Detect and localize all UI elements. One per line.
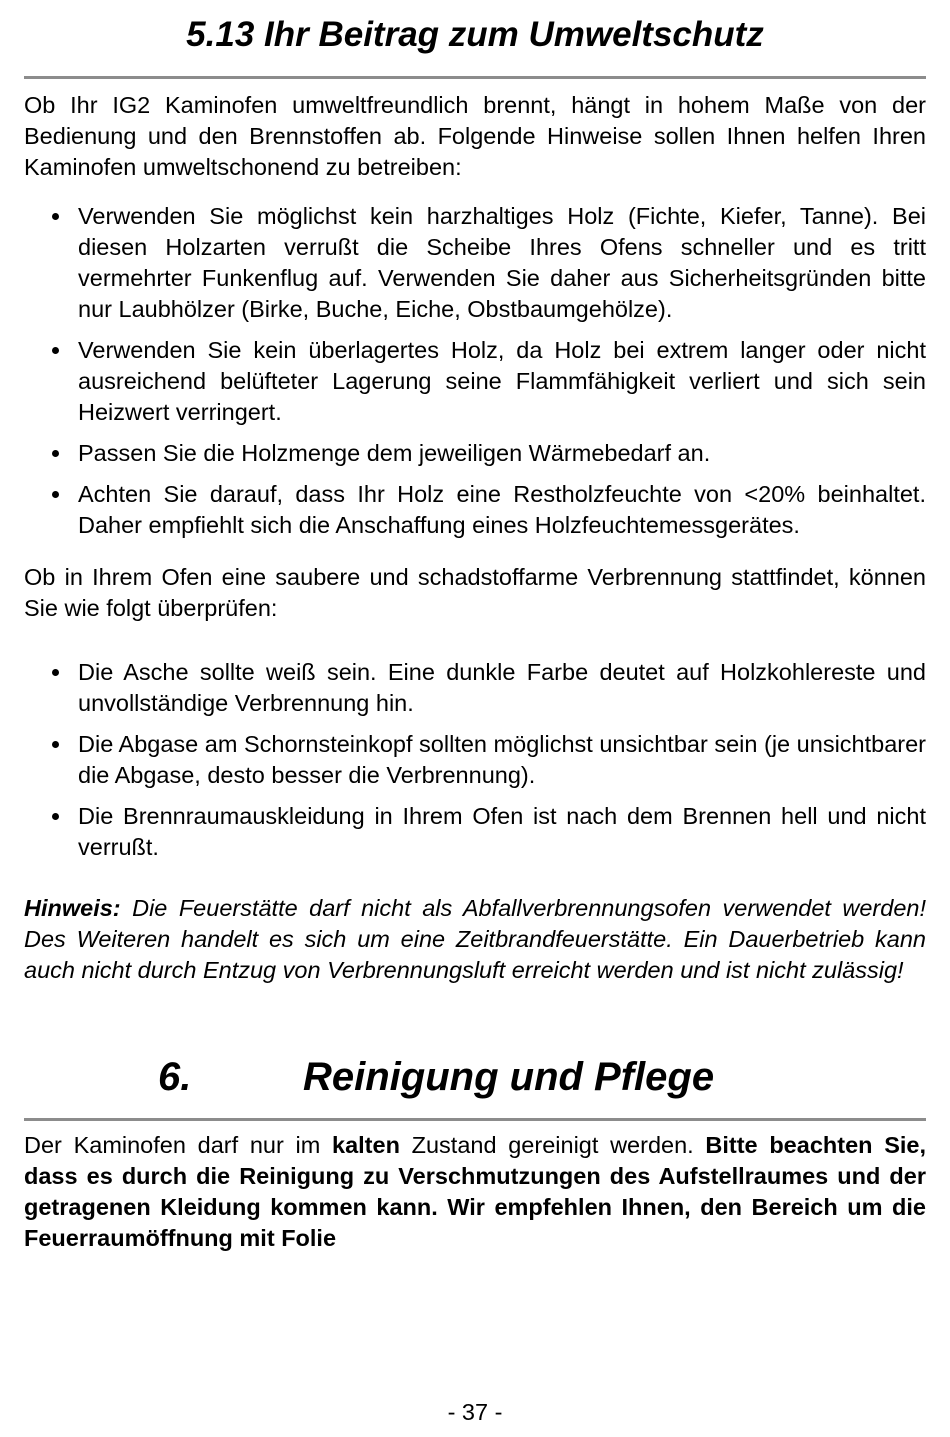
list-item	[24, 438, 926, 469]
title-rule	[24, 1118, 926, 1121]
bullet-icon	[52, 450, 59, 457]
section-title-5-13: 5.13 Ihr Beitrag zum Umweltschutz	[186, 15, 764, 54]
section-title-6	[24, 1052, 926, 1102]
combustion-check-list	[24, 657, 926, 863]
list-item	[24, 801, 926, 863]
list-item	[24, 335, 926, 428]
text-run: Der Kaminofen darf nur im	[24, 1132, 332, 1158]
note-paragraph	[24, 893, 926, 986]
list-item-text: Verwenden Sie möglichst kein harzhaltiges Holz (Fichte, Kiefer, Tanne). Bei diesen Holzarten verrußt die Scheibe Ihres Ofens schneller und es tritt vermehrter Funkenflug auf. Verwenden Sie daher aus Sicherheitsgründen bitte nur Laubhölzer (Birke, Buche, Eiche, Obstbaumgehölze).	[78, 203, 926, 322]
list-item	[24, 729, 926, 791]
section-number: 6.	[158, 1055, 192, 1099]
combustion-check-intro: Ob in Ihrem Ofen eine saubere und schadstoffarme Verbrennung stattfindet, können Sie wie folgt überprüfen:	[24, 564, 926, 621]
text-run: Zustand gereinigt werden.	[399, 1132, 706, 1158]
list-item-text: Die Asche sollte weiß sein. Eine dunkle Farbe deutet auf Holzkohlereste und unvollständige Verbrennung hin.	[78, 659, 926, 716]
list-item	[24, 201, 926, 325]
bullet-icon	[52, 213, 59, 220]
cleaning-paragraph	[24, 1130, 926, 1254]
section-title-text: Reinigung und Pflege	[303, 1055, 715, 1099]
list-item	[24, 479, 926, 541]
bullet-icon	[52, 669, 59, 676]
page-number: - 37 -	[447, 1399, 503, 1425]
list-item-text: Achten Sie darauf, dass Ihr Holz eine Restholzfeuchte von <20% beinhaltet. Daher empfiehlt sich die Anschaffung eines Holzfeuchtemessgerätes.	[78, 481, 926, 538]
bullet-icon	[52, 741, 59, 748]
list-item-text: Die Brennraumauskleidung in Ihrem Ofen ist nach dem Brennen hell und nicht verrußt.	[78, 803, 926, 860]
bullet-icon	[52, 347, 59, 354]
bold-text: Bitte beachten Sie, dass es durch die Reinigung zu Verschmutzungen des Aufstellraumes und der getragenen Kleidung kommen kann. Wir empfehlen Ihnen, den Bereich um die Feuerraumöffnung mit Folie	[24, 1132, 927, 1251]
manual-page	[24, 0, 926, 1254]
title-rule	[24, 76, 926, 79]
bold-text: kalten	[332, 1132, 400, 1158]
note-text: Die Feuerstätte darf nicht als Abfallverbrennungsofen verwendet werden! Des Weiteren handelt es sich um eine Zeitbrandfeuerstätte. Ein Dauerbetrieb kann auch nicht durch Entzug von Verbrennungsluft erreicht werden und ist nicht zulässig!	[24, 895, 926, 983]
bullet-icon	[52, 813, 59, 820]
list-item-text: Passen Sie die Holzmenge dem jeweiligen Wärmebedarf an.	[78, 440, 711, 466]
list-item	[24, 657, 926, 719]
intro-paragraph: Ob Ihr IG2 Kaminofen umweltfreundlich brennt, hängt in hohem Maße von der Bedienung und den Brennstoffen ab. Folgende Hinweise sollen Ihnen helfen Ihren Kaminofen umweltschonend zu betreiben:	[24, 92, 926, 180]
bullet-icon	[52, 491, 59, 498]
wood-tips-list	[24, 201, 926, 541]
list-item-text: Die Abgase am Schornsteinkopf sollten möglichst unsichtbar sein (je unsichtbarer die Abgase, desto besser die Verbrennung).	[78, 731, 926, 788]
note-label: Hinweis:	[24, 895, 121, 921]
list-item-text: Verwenden Sie kein überlagertes Holz, da Holz bei extrem langer oder nicht ausreichend belüfteter Lagerung seine Flammfähigkeit verliert und sich sein Heizwert verringert.	[78, 337, 926, 425]
